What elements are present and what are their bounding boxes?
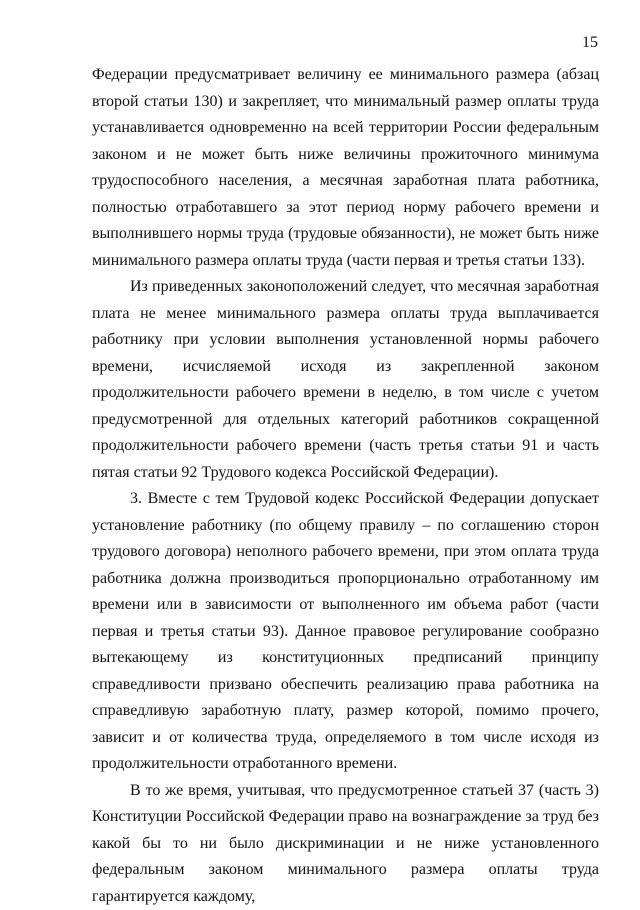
paragraph-1: Федерации предусматривает величину ее минимального размера (абзац второй статьи 130) и закрепляет, что минимальный размер оплаты труда устанавливается одновременно на всей территории России федеральным законом и не может быть ниже величины прожиточного минимума трудоспособного населения, а месячная заработная плата работника, полностью отработавшего за этот период норму рабочего времени и выполнившего нормы труда (трудовые обязанности), не может быть ниже минимального размера оплаты труда (части первая и третья статьи 133). xyxy=(92,62,599,274)
paragraph-4: В то же время, учитывая, что предусмотренное статьей 37 (часть 3) Конституции Российской Федерации право на вознаграждение за труд без какой бы то ни было дискриминации и не ниже установленного федеральным законом минимального размера оплаты труда гарантируется каждому, xyxy=(92,778,599,910)
paragraph-3: 3. Вместе с тем Трудовой кодекс Российской Федерации допускает установление работнику (по общему правилу – по соглашению сторон трудового договора) неполного рабочего времени, при этом оплата труда работника должна производиться пропорционально отработанному им времени или в зависимости от выполненного им объема работ (части первая и третья статьи 93). Данное правовое регулирование сообразно вытекающему из конституционных предписаний принципу справедливости призвано обеспечить реализацию права работника на справедливую заработную плату, размер которой, помимо прочего, зависит и от количества труда, определяемого в том числе исходя из продолжительности отработанного времени. xyxy=(92,486,599,778)
page-number: 15 xyxy=(560,34,598,52)
paragraph-2: Из приведенных законоположений следует, что месячная заработная плата не менее минимального размера оплаты труда выплачивается работнику при условии выполнения установленной нормы рабочего времени, исчисляемой исходя из закрепленной законом продолжительности рабочего времени в неделю, в том числе с учетом предусмотренной для отдельных категорий работников сокращенной продолжительности рабочего времени (часть третья статьи 91 и часть пятая статьи 92 Трудового кодекса Российской Федерации). xyxy=(92,274,599,486)
document-body xyxy=(92,62,599,910)
